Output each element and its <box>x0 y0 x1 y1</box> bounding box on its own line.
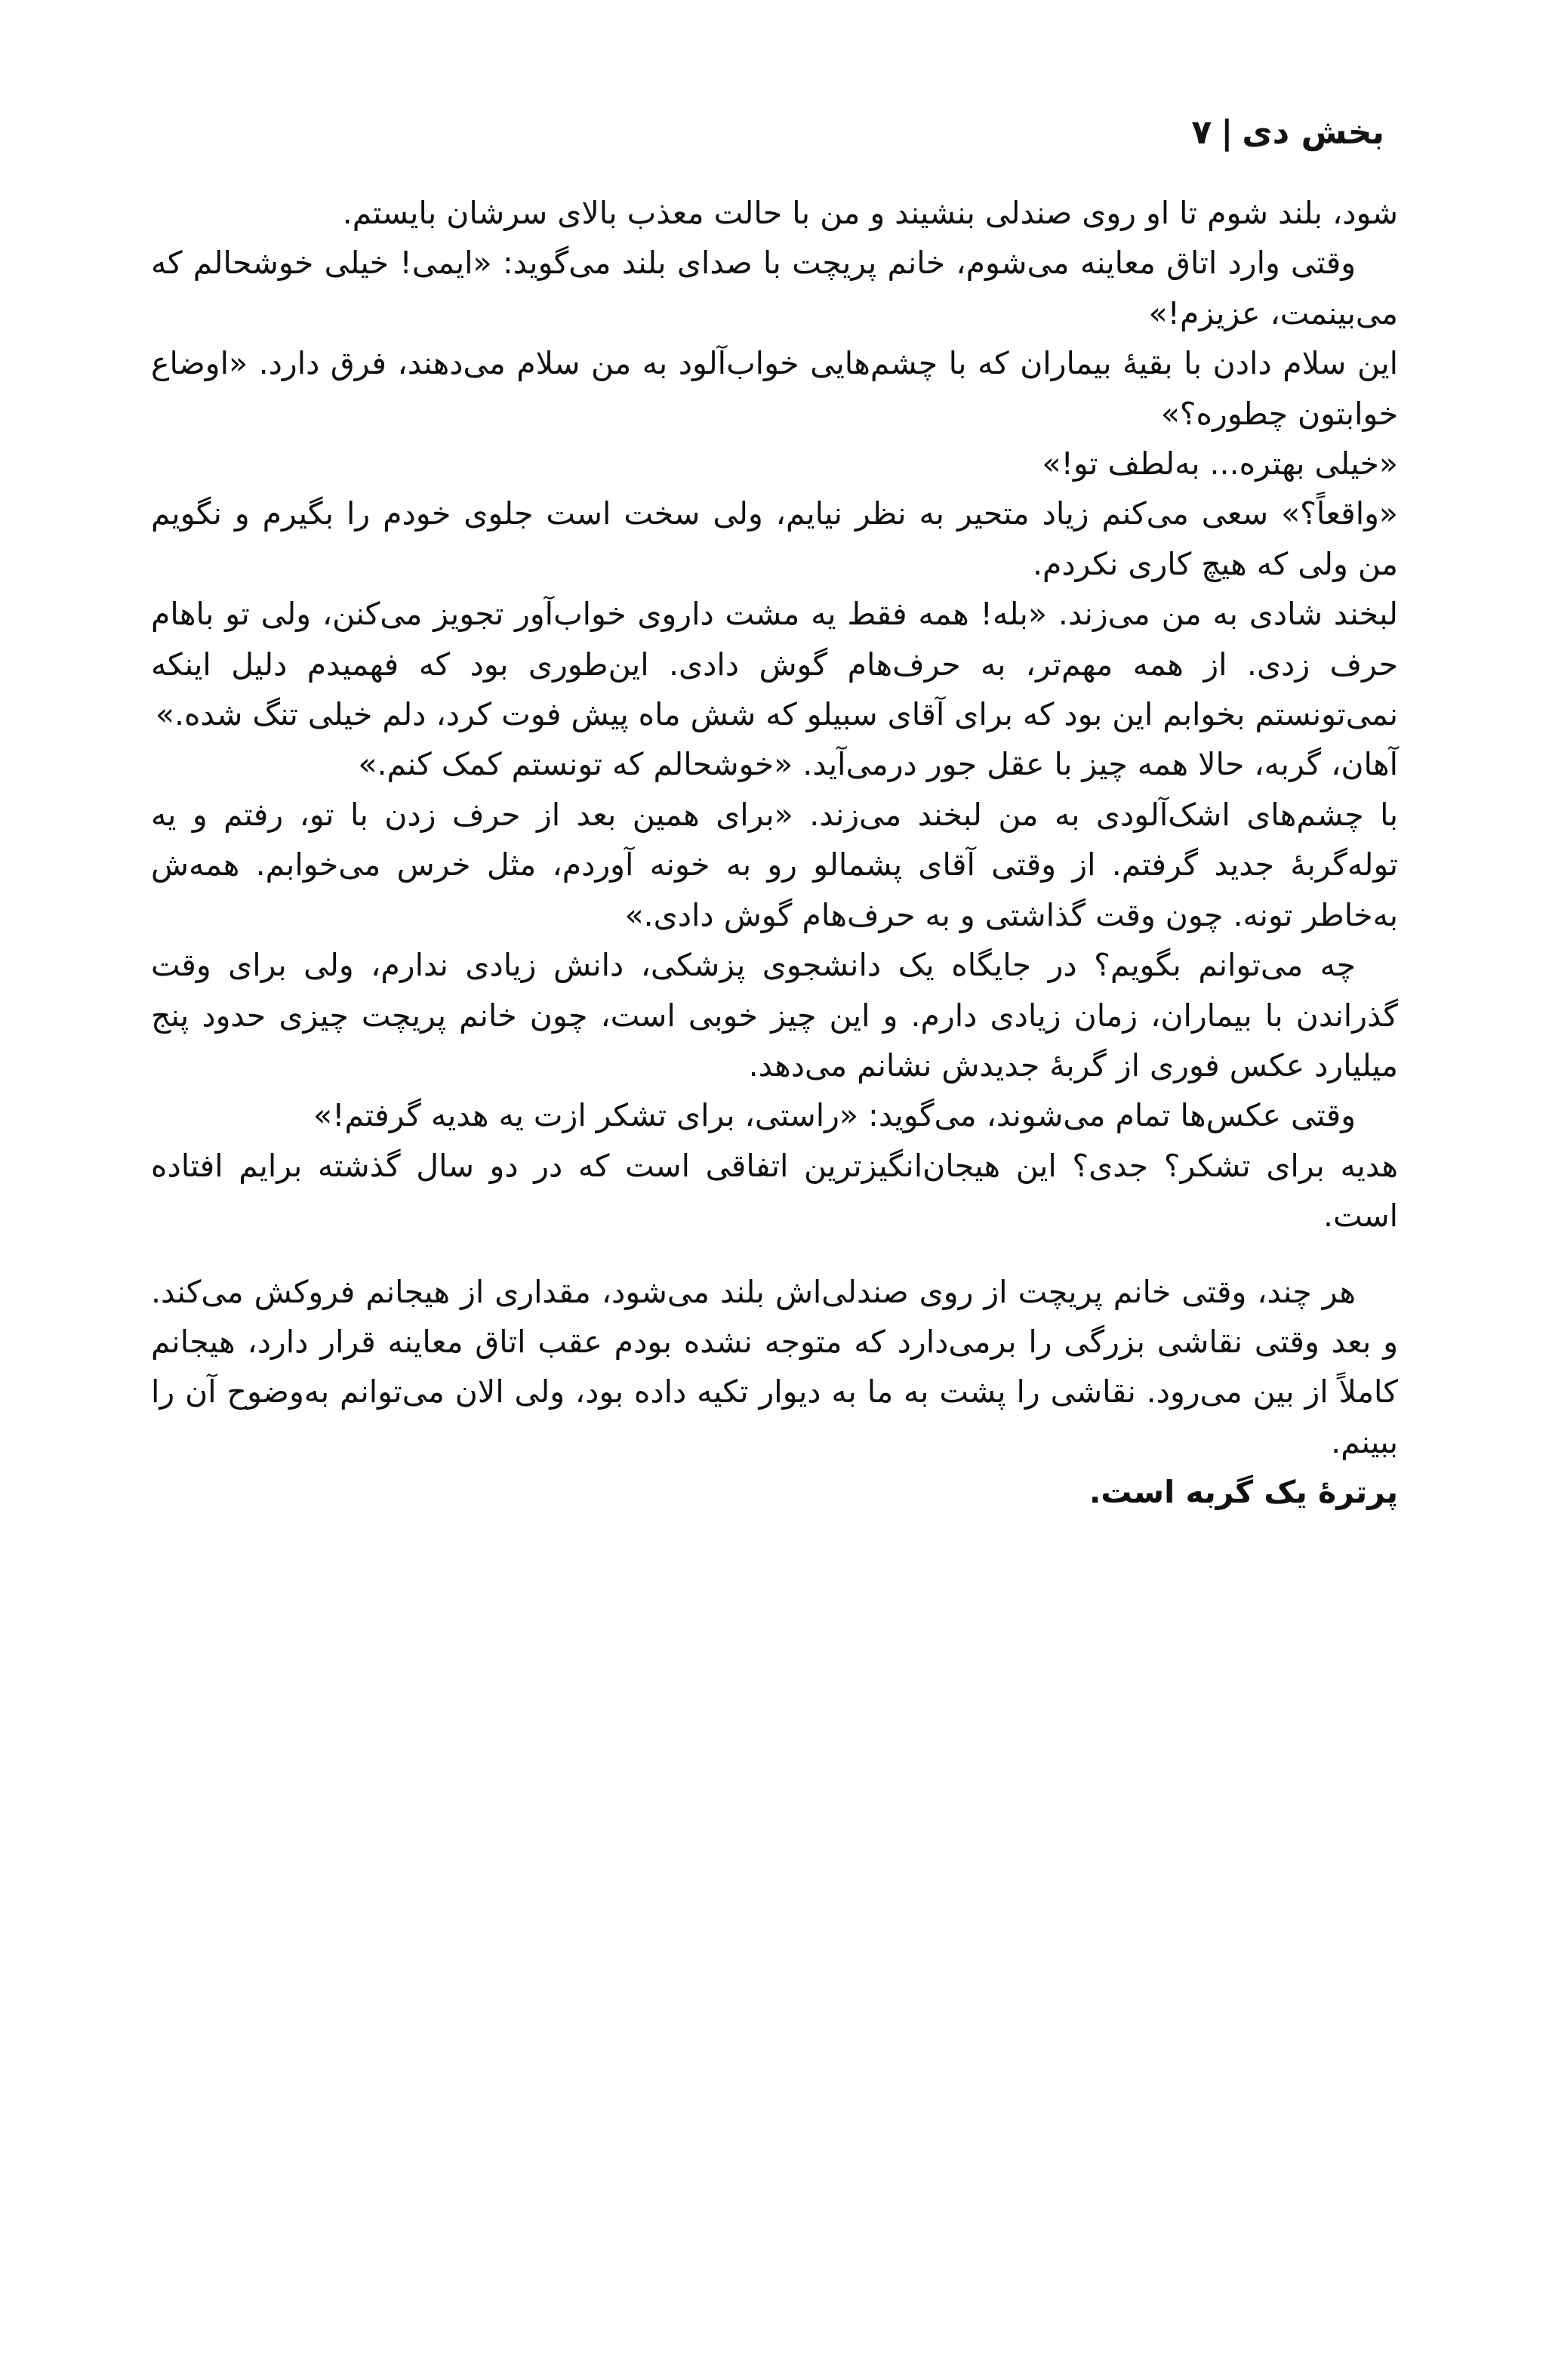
page-body <box>151 188 1398 1518</box>
paragraph: «خیلی بهتره... به‌لطف تو!» <box>1042 445 1398 482</box>
header-section-label: بخش دی <box>1242 113 1384 152</box>
paragraph: هر چند، وقتی خانم پریچت از روی صندلی‌اش بلند می‌شود، مقداری از هیجانم فروکش می‌کند. و بعد وقتی نقاشی بزرگی را برمی‌دارد که متوجه نشده بودم عقب اتاق معاینه قرار دارد، هیجانم کاملاً از بین می‌رود. نقاشی را پشت به ما به دیوار تکیه داده بود، ولی الان می‌توانم به‌وضوح آن را ببینم. <box>151 1273 1398 1460</box>
paragraph: وقتی وارد اتاق معاینه می‌شوم، خانم پریچت با صدای بلند می‌گوید: «ایمی! خیلی خوشحالم که می‌بینمت، عزیزم!» <box>151 245 1398 331</box>
paragraph: هدیه برای تشکر؟ جدی؟ این هیجان‌انگیزترین اتفاقی است که در دو سال گذشته برایم افتاده است. <box>151 1147 1398 1235</box>
paragraph: چه می‌توانم بگویم؟ در جایگاه یک دانشجوی پزشکی، دانش زیادی ندارم، ولی برای وقت گذراندن با بیماران، زمان زیادی دارم. و این چیز خوبی است، چون خانم پریچت چیزی حدود پنج میلیارد عکس فوری از گربهٔ جدیدش نشانم می‌دهد. <box>151 947 1398 1084</box>
paragraph: لبخند شادی به من می‌زند. «بله! همه فقط یه مشت داروی خواب‌آور تجویز می‌کنن، ولی تو باهام حرف زدی. از همه مهم‌تر، به حرف‌هام گوش دادی. این‌طوری بود که فهمیدم دلیل اینکه نمی‌تونستم بخوابم این بود که برای آقای سبیلو که شش ماه پیش فوت کرد، دلم خیلی تنگ شده.» <box>151 596 1398 733</box>
header-page-number: ۷ <box>1191 113 1212 152</box>
page-header <box>151 113 1398 152</box>
paragraph: این سلام دادن با بقیهٔ بیماران که با چشم‌هایی خواب‌آلود به من سلام می‌دهند، فرق دارد. «اوضاع خوابتون چطوره؟» <box>151 345 1398 432</box>
paragraph: آهان، گربه، حالا همه چیز با عقل جور درمی‌آید. «خوشحالم که تونستم کمک کنم.» <box>358 746 1398 783</box>
paragraph: شود، بلند شوم تا او روی صندلی بنشیند و من با حالت معذب بالای سرشان بایستم. <box>342 195 1398 231</box>
paragraph: «واقعاً؟» سعی می‌کنم زیاد متحیر به نظر نیایم، ولی سخت است جلوی خودم را بگیرم و نگویم من ولی که هیچ کاری نکردم. <box>151 495 1398 582</box>
paragraph: با چشم‌های اشک‌آلودی به من لبخند می‌زند. «برای همین بعد از حرف زدن با تو، رفتم و یه توله‌گربهٔ جدید گرفتم. از وقتی آقای پشمالو رو به خونه آوردم، مثل خرس می‌خوابم. همه‌ش به‌خاطر تونه. چون وقت گذاشتی و به حرف‌هام گوش دادی.» <box>151 796 1398 933</box>
header-separator: | <box>1221 113 1233 152</box>
paragraph: پرترهٔ یک گربه است. <box>1089 1474 1398 1511</box>
paragraph: وقتی عکس‌ها تمام می‌شوند، می‌گوید: «راستی، برای تشکر ازت یه هدیه گرفتم!» <box>313 1097 1356 1134</box>
